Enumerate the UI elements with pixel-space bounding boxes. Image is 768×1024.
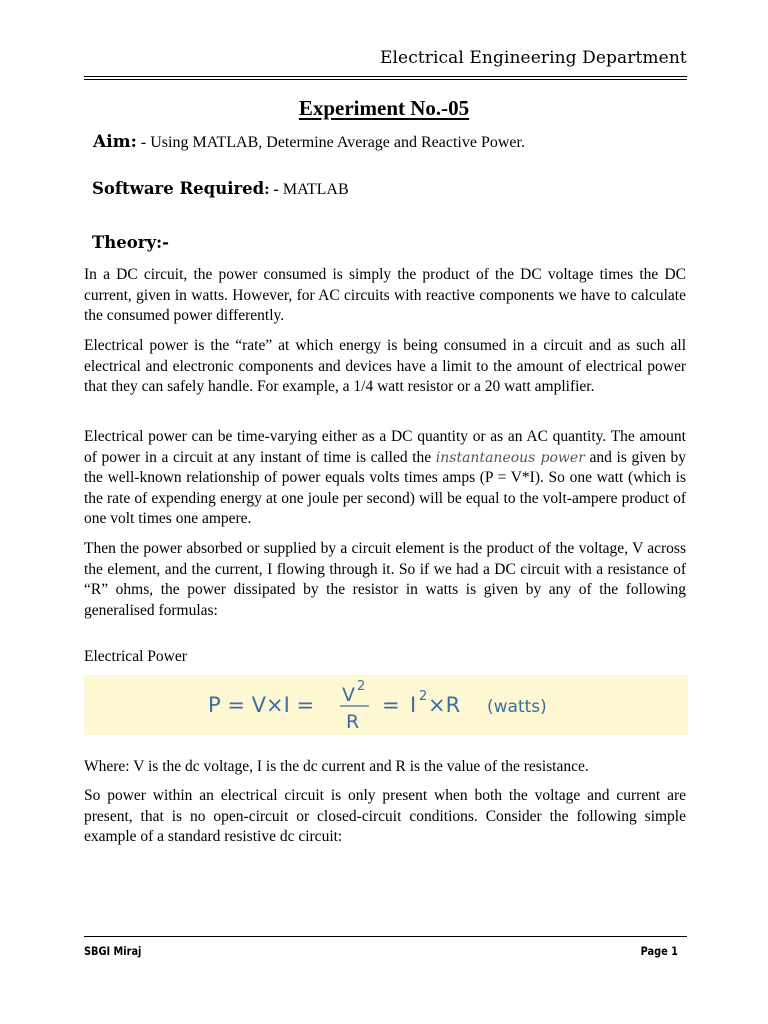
formula-i-exponent: 2 (419, 689, 428, 704)
software-separator: : - (264, 181, 283, 198)
aim-text: - Using MATLAB, Determine Average and Reactive Power. (136, 134, 525, 151)
paragraph-where: Where: V is the dc voltage, I is the dc current and R is the value of the resistance. (84, 758, 589, 775)
formula-equals: = (382, 693, 400, 717)
power-formula (84, 675, 688, 735)
footer-rule (84, 936, 687, 937)
formula-times-r: ×R (428, 693, 461, 717)
software-label: Software Required (92, 179, 265, 198)
experiment-title: Experiment No.-05 (298, 96, 470, 120)
paragraph-instantaneous-power (84, 427, 686, 530)
formula-numerator-exponent: 2 (357, 679, 366, 694)
formula-numerator: V (342, 684, 355, 706)
software-line (92, 179, 349, 199)
paragraph-part-b: and is given by the well-known relationship of power equals volts times amps (P = V*I). So one watt (which is the rate of expending energy at one joule per second) will be equal to the volt-ampere product of one volt times one ampere. (84, 448, 687, 527)
formula-denominator: R (346, 711, 360, 733)
aim-label: Aim: (93, 132, 137, 152)
software-value: MATLAB (282, 181, 349, 198)
footer-institution: SBGI Miraj (84, 944, 142, 958)
paragraph-dc-power: In a DC circuit, the power consumed is simply the product of the DC voltage times the DC current, given in watts. However, for AC circuits with reactive components we have to calculate the consumed power differently. (84, 266, 686, 324)
header-rule-secondary (84, 79, 687, 80)
department-header: Electrical Engineering Department (380, 48, 687, 68)
paragraph-part-a: Electrical power can be time-varying either as a DC quantity or as an AC quantity. The amount of power in a circuit at any instant of time is called the (84, 428, 686, 466)
instantaneous-power-term: instantaneous power (435, 449, 585, 466)
paragraph-generalised-formulas: Then the power absorbed or supplied by a circuit element is the product of the voltage, V across the element, and the current, I flowing through it. So if we had a DC circuit with a resistance of “R” ohms, the power dissipated by the resistor in watts is given by any of the following generalised formulas: (84, 540, 686, 619)
paragraph-power-present: So power within an electrical circuit is only present when both the voltage and current are present, that is no open-circuit or closed-circuit conditions. Consider the following simple example of a standard resistive dc circuit: (84, 787, 686, 845)
formula-label: Electrical Power (84, 648, 187, 665)
formula-p-equals-vi: P = V×I = (208, 693, 315, 717)
paragraph-power-rate: Electrical power is the “rate” at which energy is being consumed in a circuit and as such all electrical and electronic components and devices have a limit to the amount of electrical power that they can safely handle. For example, a 1/4 watt resistor or a 20 watt amplifier. (84, 337, 686, 395)
formula-box (84, 675, 688, 735)
formula-i-term: I (410, 693, 417, 717)
footer-page-number: Page 1 (640, 944, 678, 958)
theory-heading: Theory:- (92, 233, 169, 252)
header-rule (84, 76, 687, 77)
formula-unit: (watts) (487, 697, 547, 717)
aim-line (93, 132, 525, 152)
